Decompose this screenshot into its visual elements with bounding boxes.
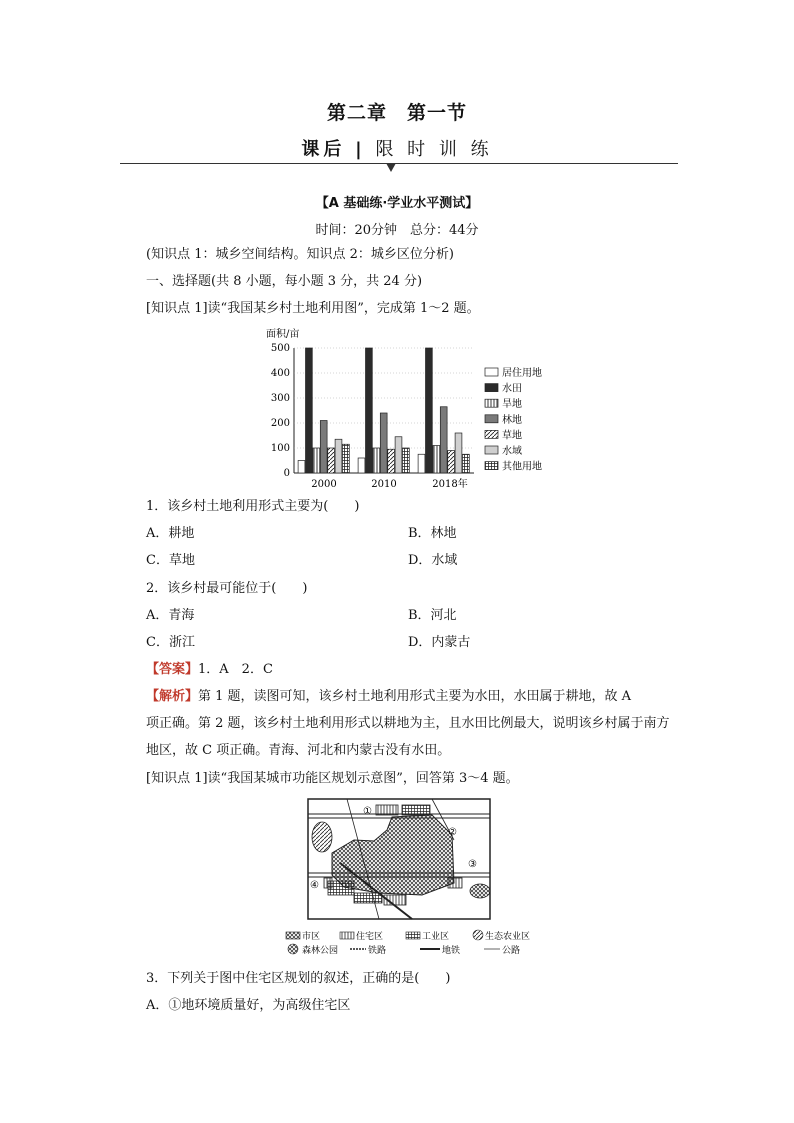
legend-urban: 市区 <box>302 932 321 942</box>
legend-label: 草地 <box>502 430 522 442</box>
x-tick-label: 2018年 <box>432 479 468 490</box>
analysis-line-1 <box>146 688 631 706</box>
q1-option-a: A．耕地 <box>146 526 195 541</box>
header-rule-marker <box>386 163 396 172</box>
analysis-text-1: 第 1 题，读图可知，该乡村土地利用形式主要为水田，水田属于耕地，故 A <box>198 689 632 704</box>
legend-swatch <box>485 430 498 438</box>
bar-居住用地-2018年 <box>418 454 425 473</box>
bar-水域-2018年 <box>455 433 462 473</box>
bar-旱地-2018年 <box>433 446 440 474</box>
bar-其他用地-2010 <box>403 448 410 473</box>
bar-水田-2018年 <box>426 348 433 473</box>
bar-其他用地-2000 <box>343 444 350 473</box>
marker-1: ① <box>363 806 372 817</box>
x-tick-label: 2010 <box>371 479 397 490</box>
industrial-1 <box>402 805 430 815</box>
legend-forest-park: 森林公园 <box>302 946 339 956</box>
q2-option-b: B．河北 <box>408 608 457 623</box>
residential-3 <box>448 878 462 888</box>
analysis-line-3: 地区，故 C 项正确。青海、河北和内蒙古没有水田。 <box>146 743 451 758</box>
bar-林地-2000 <box>320 421 327 474</box>
bar-草地-2018年 <box>448 451 455 474</box>
bar-旱地-2000 <box>313 448 320 473</box>
subtitle <box>0 135 794 161</box>
bar-水田-2010 <box>366 348 373 473</box>
q12-intro: [知识点 1]读“我国某乡村土地利用图”，完成第 1～2 题。 <box>146 301 480 316</box>
answer-line <box>146 661 273 679</box>
answer-label: 【答案】 <box>146 662 199 677</box>
section-title: 【A 基础练·学业水平测试】 <box>315 196 479 211</box>
legend-swatch <box>485 399 498 407</box>
y-tick-label: 500 <box>270 343 290 354</box>
bar-草地-2000 <box>328 448 335 473</box>
analysis-line-2: 项正确。第 2 题，该乡村土地利用形式以耕地为主，且水田比例最大，说明该乡村属于南方 <box>146 716 670 731</box>
legend-swatch <box>485 384 498 392</box>
legend-industrial: 工业区 <box>422 932 450 942</box>
q1-option-d: D．水域 <box>408 553 458 568</box>
legend-label: 其他用地 <box>502 461 542 473</box>
knowledge-points: (知识点 1：城乡空间结构。知识点 2：城乡区位分析) <box>146 247 454 262</box>
q2-option-a: A．青海 <box>146 608 195 623</box>
legend-railway: 铁路 <box>368 946 387 956</box>
bar-居住用地-2010 <box>358 458 365 473</box>
time-info: 时间：20分钟 总分：44分 <box>315 223 479 238</box>
legend-residential: 住宅区 <box>356 932 384 942</box>
legend-label: 居住用地 <box>502 368 542 379</box>
legend-swatch <box>485 415 498 423</box>
question-1: 1．该乡村土地利用形式主要为( ) <box>146 499 360 514</box>
legend-label: 林地 <box>502 414 522 426</box>
legend-road: 公路 <box>502 946 521 956</box>
part-one-heading: 一、选择题(共 8 小题，每小题 3 分，共 24 分) <box>146 274 423 289</box>
subtitle-timed-practice: 限 时 训 练 <box>375 139 493 160</box>
city-function-map <box>284 795 556 960</box>
legend-swatch <box>485 446 498 454</box>
q1-option-b: B．林地 <box>408 526 457 541</box>
marker-2: ② <box>448 827 457 838</box>
y-tick-label: 400 <box>270 368 290 379</box>
legend-subway: 地铁 <box>442 946 461 956</box>
bar-水域-2000 <box>335 439 342 473</box>
bar-林地-2010 <box>380 413 387 473</box>
answer-text: 1．A 2．C <box>198 662 273 677</box>
land-use-chart <box>262 324 562 492</box>
subtitle-separator: | <box>355 139 366 160</box>
y-tick-label: 300 <box>270 393 290 404</box>
industrial-4 <box>328 881 354 895</box>
bar-旱地-2010 <box>373 448 380 473</box>
q3-option-a: A．①地环境质量好，为高级住宅区 <box>146 998 351 1013</box>
marker-4: ④ <box>310 880 319 891</box>
subtitle-after-class: 课后 <box>301 139 346 160</box>
chart-ylabel: 面积/亩 <box>266 329 300 340</box>
analysis-label: 【解析】 <box>146 689 199 704</box>
legend-label: 水域 <box>502 446 522 457</box>
question-2: 2．该乡村最可能位于( ) <box>146 581 308 596</box>
marker-3: ③ <box>468 859 477 870</box>
legend-label: 水田 <box>502 383 522 395</box>
header-rule <box>120 163 678 164</box>
y-tick-label: 100 <box>270 443 290 454</box>
eco-agriculture-area <box>312 822 332 852</box>
bar-草地-2010 <box>388 449 395 473</box>
x-tick-label: 2000 <box>311 479 337 490</box>
q2-option-c: C．浙江 <box>146 635 195 650</box>
chapter-title: 第二章 第一节 <box>326 102 467 124</box>
bar-居住用地-2000 <box>298 461 305 474</box>
question-3: 3．下列关于图中住宅区规划的叙述，正确的是( ) <box>146 971 451 986</box>
bar-水田-2000 <box>306 348 313 473</box>
bar-林地-2018年 <box>440 407 447 473</box>
legend-label: 旱地 <box>502 399 522 411</box>
bar-其他用地-2018年 <box>463 454 470 473</box>
y-tick-label: 0 <box>283 468 290 479</box>
legend-swatch <box>485 462 498 470</box>
forest-park <box>470 884 490 898</box>
legend-swatch <box>485 368 498 376</box>
q1-option-c: C．草地 <box>146 553 195 568</box>
q2-option-d: D．内蒙古 <box>408 635 471 650</box>
y-tick-label: 200 <box>270 418 290 429</box>
q34-intro: [知识点 1]读“我国某城市功能区规划示意图”，回答第 3～4 题。 <box>146 771 519 786</box>
residential-1 <box>376 805 398 815</box>
bar-水域-2010 <box>395 437 402 473</box>
legend-eco-agriculture: 生态农业区 <box>485 932 531 942</box>
